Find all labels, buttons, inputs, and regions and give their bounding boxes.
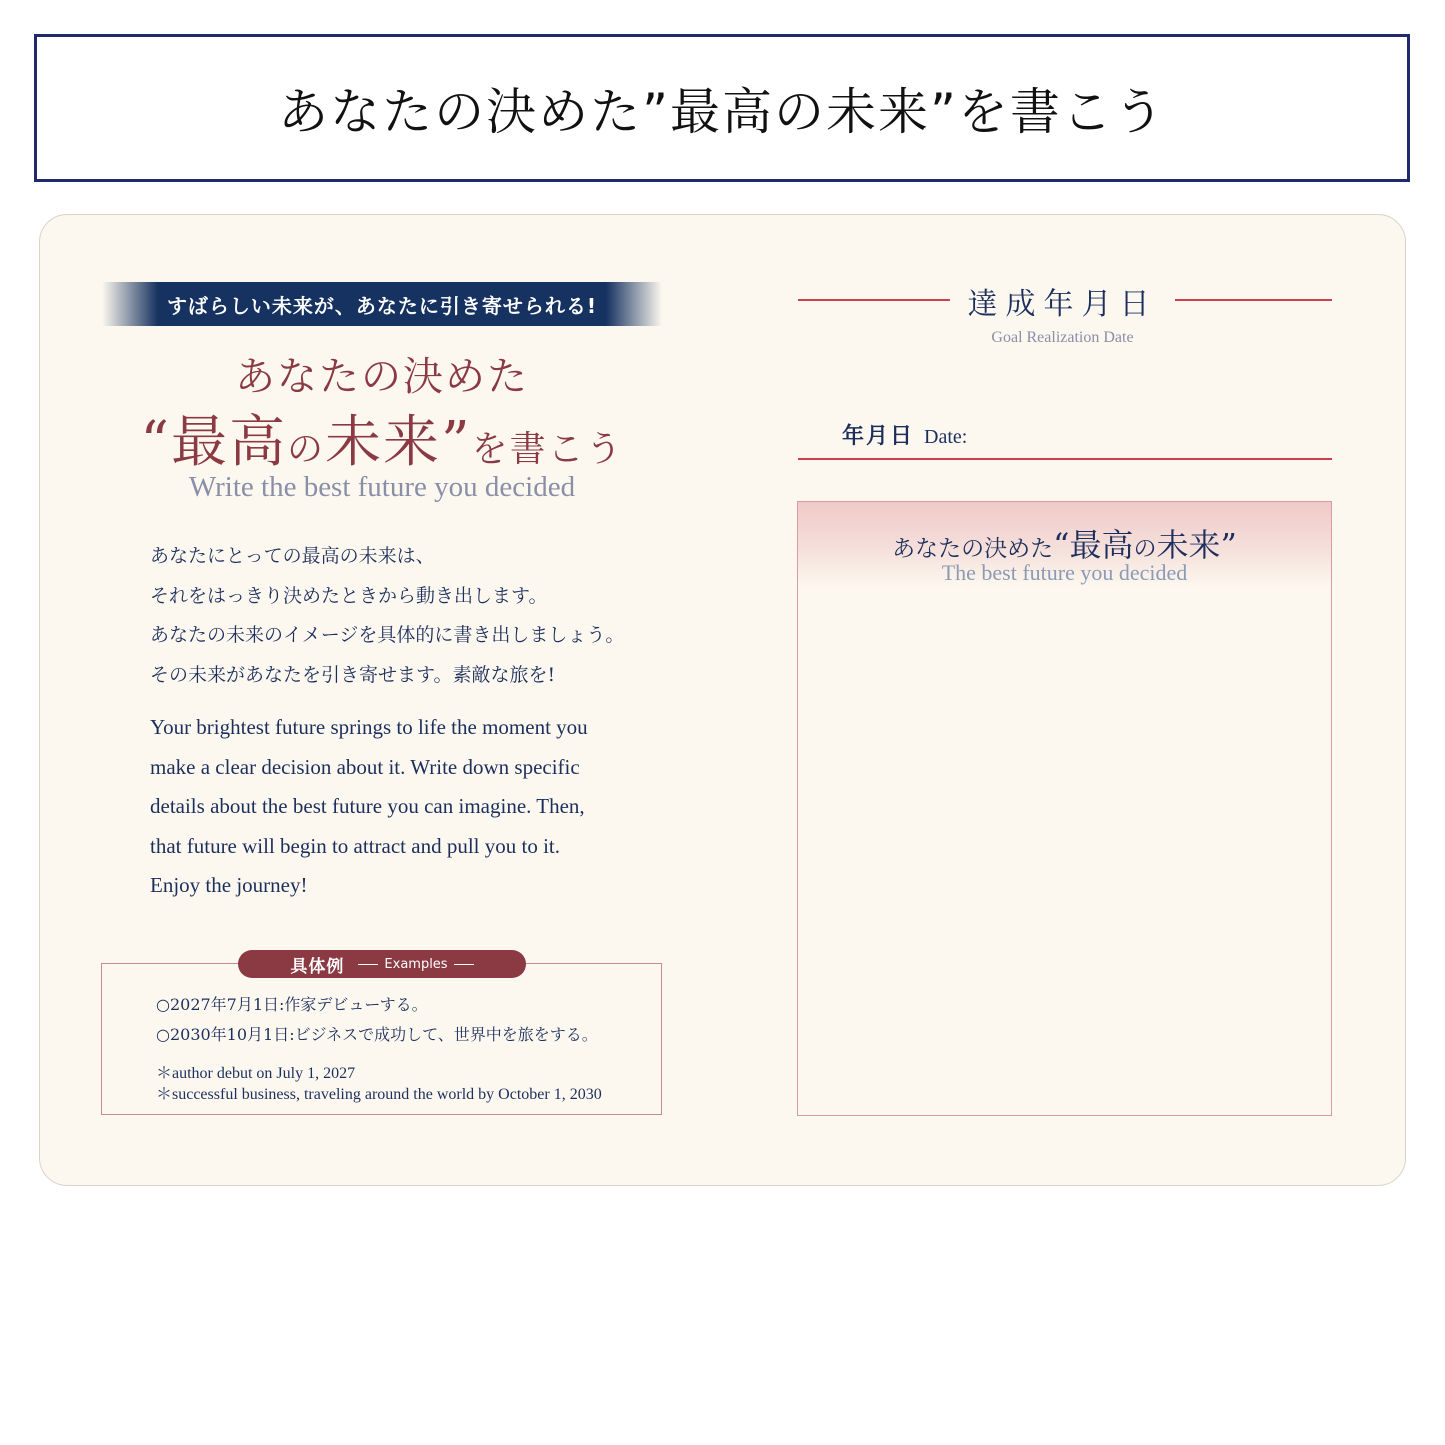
banner-text: すばらしい未来が、あなたに引き寄せられる! (166, 293, 598, 318)
future-box-prefix: あなたの決めた (892, 536, 1054, 562)
body-en-line: make a clear decision about it. Write down specific (150, 754, 580, 779)
goal-date-subtitle: Goal Realization Date (991, 329, 1134, 346)
example-ja-2: ○2030年10月1日:ビジネスで成功して、世界中を旅をする。 (156, 1025, 598, 1044)
headline-english: Write the best future you decided (188, 471, 576, 503)
body-ja-line: あなたの未来のイメージを具体的に書き出しましょう。 (150, 624, 625, 646)
body-ja-line: それをはっきり決めたときから動き出します。 (150, 584, 548, 607)
body-en-line: details about the best future you can imagine. Then, (150, 794, 585, 819)
headline-open-quote: “ (140, 410, 171, 475)
examples-label: 具体例 (290, 956, 345, 977)
best-future-writing-box[interactable] (797, 501, 1332, 1116)
date-field[interactable] (842, 419, 967, 450)
examples-pill (238, 950, 526, 978)
examples-box (101, 956, 662, 1115)
headline-no: の (286, 429, 325, 470)
examples-english-label (358, 957, 473, 972)
intro-banner (102, 282, 662, 326)
body-en-line: Enjoy the journey! (150, 873, 308, 898)
goal-date-title: 達成年月日 (967, 287, 1158, 322)
body-ja-line: あなたにとっての最高の未来は、 (150, 545, 435, 567)
headline-tail: を書こう (471, 429, 624, 470)
future-box-open-quote: “ (1053, 526, 1070, 564)
future-box-no: の (1133, 536, 1157, 562)
example-ja-1: ○2027年7月1日:作家デビューする。 (156, 995, 428, 1014)
page-title: あなたの決めた”最高の未来”を書こう (278, 83, 1166, 141)
body-english (150, 708, 670, 906)
future-box-future: 未来 (1156, 526, 1221, 564)
dash-left (358, 964, 378, 965)
example-en-1: ＊author debut on July 1, 2027 (156, 1065, 356, 1082)
date-title-rule-left (798, 299, 950, 301)
body-en-line: Your brightest future springs to life the moment you (150, 715, 588, 739)
headline-future: 未来 (325, 410, 441, 475)
examples-en-text: Examples (384, 956, 448, 972)
headline-line2 (102, 398, 662, 478)
example-en-2: ＊successful business, traveling around the world by October 1, 2030 (156, 1086, 602, 1103)
date-underline (798, 458, 1332, 460)
body-japanese (150, 537, 670, 695)
body-en-line: that future will begin to attract and pull you to it. (150, 833, 560, 858)
future-box-subtitle: The best future you decided (941, 560, 1188, 585)
headline-close-quote: ” (441, 410, 472, 475)
headline-line1: あなたの決めた (235, 354, 529, 400)
worksheet-card (39, 214, 1406, 1186)
future-box-best: 最高 (1069, 526, 1134, 564)
date-label-en: Date: (924, 426, 968, 448)
date-label-ja: 年月日 (842, 424, 915, 449)
header-box (34, 34, 1410, 182)
dash-right (454, 964, 474, 965)
body-ja-line: その未来があなたを引き寄せます。素敵な旅を! (150, 663, 556, 686)
date-title-rule-right (1175, 299, 1332, 301)
future-box-close-quote: ” (1220, 526, 1237, 564)
headline-best: 最高 (170, 410, 287, 475)
